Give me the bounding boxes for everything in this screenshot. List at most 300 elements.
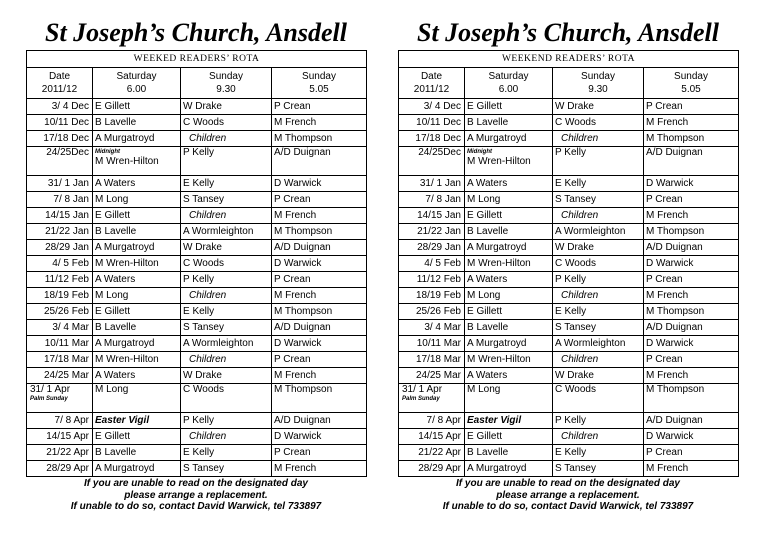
reader-name: E Kelly — [555, 177, 587, 189]
date-text: 21/22 Apr — [418, 446, 461, 458]
reader-name: M French — [646, 462, 689, 474]
table-row — [27, 131, 367, 147]
reader-name: B Lavelle — [95, 446, 137, 458]
date-cell — [399, 147, 465, 176]
reader-name: C Woods — [555, 116, 596, 128]
reader-name: A Waters — [95, 273, 136, 285]
saturday-reader-cell — [93, 461, 181, 477]
reader-name: A Wormleighton — [183, 337, 254, 349]
date-text: 17/18 Mar — [43, 353, 89, 365]
reader-name: S Tansey — [183, 462, 224, 474]
table-row — [399, 384, 739, 413]
sunday-morning-reader-cell — [181, 368, 272, 384]
saturday-reader-cell — [465, 429, 553, 445]
reader-name: Children — [189, 289, 227, 301]
date-text: 3/ 4 Mar — [52, 321, 89, 333]
reader-name: E Gillett — [467, 430, 503, 442]
sunday-evening-reader-cell — [272, 352, 367, 368]
sunday-morning-reader-cell — [181, 288, 272, 304]
date-text: 18/19 Feb — [415, 289, 461, 301]
date-cell — [27, 352, 93, 368]
sunday-evening-reader-cell — [272, 115, 367, 131]
date-cell — [27, 224, 93, 240]
saturday-reader-cell — [93, 192, 181, 208]
table-row — [399, 461, 739, 477]
sunday-evening-reader-cell — [272, 320, 367, 336]
date-text: 11/12 Feb — [416, 273, 461, 285]
reader-name: D Warwick — [274, 337, 322, 349]
reader-name: A Murgatroyd — [467, 241, 527, 253]
reader-name: W Drake — [183, 241, 222, 253]
date-cell — [27, 368, 93, 384]
table-row — [399, 240, 739, 256]
date-cell — [399, 304, 465, 320]
sunday-morning-reader-cell — [553, 192, 644, 208]
table-row — [27, 384, 367, 413]
sunday-evening-reader-cell — [644, 461, 739, 477]
sunday-evening-reader-cell — [644, 176, 739, 192]
reader-name: E Gillett — [95, 305, 131, 317]
saturday-reader-cell — [93, 256, 181, 272]
reader-name: A Murgatroyd — [467, 462, 527, 474]
table-row — [399, 256, 739, 272]
reader-name: M Thompson — [274, 132, 333, 144]
reader-name: A Wormleighton — [183, 225, 254, 237]
sunday-evening-reader-cell — [272, 304, 367, 320]
date-cell — [27, 288, 93, 304]
footer-line: please arrange a replacement. — [496, 489, 640, 501]
sunday-morning-reader-cell — [553, 131, 644, 147]
saturday-reader-cell — [465, 208, 553, 224]
table-row — [27, 176, 367, 192]
date-text: 25/26 Feb — [43, 305, 89, 317]
reader-name: W Drake — [183, 100, 222, 112]
sunday-morning-reader-cell — [553, 176, 644, 192]
date-text: 31/ 1 Apr — [402, 384, 443, 395]
saturday-reader-cell — [465, 131, 553, 147]
table-row — [27, 413, 367, 429]
date-text: 28/29 Apr — [418, 462, 461, 474]
reader-name: W Drake — [555, 369, 594, 381]
reader-name: M Thompson — [274, 225, 333, 237]
date-text: 14/15 Apr — [46, 430, 89, 442]
reader-name: P Kelly — [555, 147, 586, 158]
date-cell — [27, 384, 93, 413]
reader-name: M Wren-Hilton — [467, 156, 531, 167]
table-row — [399, 320, 739, 336]
reader-name: P Crean — [646, 353, 683, 365]
date-cell — [27, 208, 93, 224]
reader-name: C Woods — [183, 116, 224, 128]
reader-name: Easter Vigil — [467, 414, 522, 426]
sunday-evening-reader-cell — [272, 147, 367, 176]
reader-name: Children — [561, 430, 599, 442]
reader-name: A/D Duignan — [646, 414, 703, 426]
reader-name: M Thompson — [274, 305, 333, 317]
sunday-morning-reader-cell — [181, 429, 272, 445]
reader-name: M French — [274, 209, 317, 221]
reader-name: A Murgatroyd — [95, 132, 155, 144]
sunday-morning-reader-cell — [181, 147, 272, 176]
sunday-morning-reader-cell — [553, 445, 644, 461]
saturday-reader-cell — [93, 240, 181, 256]
date-text: 17/18 Dec — [415, 132, 461, 144]
date-text: 14/15 Jan — [45, 209, 89, 221]
sunday-morning-reader-cell — [553, 240, 644, 256]
table-row — [399, 304, 739, 320]
sunday-morning-reader-cell — [553, 224, 644, 240]
table-row — [399, 352, 739, 368]
date-text: 11/12 Feb — [44, 273, 89, 285]
sunday-morning-reader-cell — [553, 384, 644, 413]
service-note: Midnight — [95, 149, 120, 155]
date-text: 31/ 1 Apr — [30, 384, 71, 395]
sunday-evening-reader-cell — [644, 368, 739, 384]
reader-name: A Wormleighton — [555, 337, 626, 349]
date-cell — [399, 429, 465, 445]
table-row — [399, 413, 739, 429]
date-text: 3/ 4 Dec — [423, 100, 461, 112]
reader-name: E Kelly — [555, 446, 587, 458]
table-row — [27, 208, 367, 224]
reader-name: P Crean — [274, 446, 311, 458]
reader-name: A Murgatroyd — [467, 132, 527, 144]
saturday-reader-cell — [465, 336, 553, 352]
saturday-reader-cell — [465, 368, 553, 384]
saturday-reader-cell — [93, 208, 181, 224]
reader-name: E Kelly — [183, 177, 215, 189]
date-text: 21/22 Jan — [417, 225, 461, 237]
saturday-reader-cell — [465, 384, 553, 413]
sunday-evening-reader-cell — [644, 445, 739, 461]
reader-name: B Lavelle — [95, 225, 137, 237]
saturday-reader-cell — [465, 240, 553, 256]
sunday-evening-reader-cell — [272, 445, 367, 461]
table-row — [399, 272, 739, 288]
sunday-morning-reader-cell — [553, 429, 644, 445]
column-header-date: Date 2011/12 — [399, 68, 465, 99]
reader-name: S Tansey — [555, 321, 596, 333]
date-cell — [399, 368, 465, 384]
date-text: 18/19 Feb — [43, 289, 89, 301]
saturday-reader-cell — [93, 368, 181, 384]
saturday-reader-cell — [465, 147, 553, 176]
sunday-morning-reader-cell — [553, 99, 644, 115]
reader-name: M French — [646, 116, 689, 128]
date-cell — [399, 192, 465, 208]
sunday-evening-reader-cell — [644, 320, 739, 336]
saturday-reader-cell — [465, 224, 553, 240]
sunday-evening-reader-cell — [644, 413, 739, 429]
page-title: St Joseph’s Church, Ansdell — [417, 18, 719, 47]
table-row — [399, 176, 739, 192]
date-text: 25/26 Feb — [415, 305, 461, 317]
sunday-morning-reader-cell — [181, 192, 272, 208]
rota-footer — [26, 478, 366, 513]
sunday-evening-reader-cell — [272, 99, 367, 115]
reader-name: A/D Duignan — [274, 241, 331, 253]
reader-name: A Waters — [95, 177, 136, 189]
saturday-reader-cell — [93, 384, 181, 413]
table-row — [27, 429, 367, 445]
reader-name: B Lavelle — [467, 116, 509, 128]
date-cell — [399, 384, 465, 413]
reader-name: A Murgatroyd — [95, 241, 155, 253]
sunday-morning-reader-cell — [181, 240, 272, 256]
reader-name: E Kelly — [183, 446, 215, 458]
reader-name: C Woods — [555, 257, 596, 269]
sunday-morning-reader-cell — [553, 413, 644, 429]
sunday-morning-reader-cell — [553, 320, 644, 336]
table-row — [27, 240, 367, 256]
saturday-reader-cell — [465, 413, 553, 429]
date-text: 24/25Dec — [46, 147, 89, 158]
column-header-sunday-morning: Sunday 9.30 — [181, 68, 272, 99]
sunday-evening-reader-cell — [644, 147, 739, 176]
reader-name: A/D Duignan — [646, 147, 703, 158]
date-cell — [27, 320, 93, 336]
date-cell — [27, 304, 93, 320]
sunday-evening-reader-cell — [272, 429, 367, 445]
reader-name: E Gillett — [467, 100, 503, 112]
date-text: 21/22 Apr — [46, 446, 89, 458]
page-title: St Joseph’s Church, Ansdell — [45, 18, 347, 47]
date-text: 24/25 Mar — [415, 369, 461, 381]
reader-name: Children — [189, 430, 227, 442]
date-cell — [399, 208, 465, 224]
reader-name: E Kelly — [183, 305, 215, 317]
saturday-reader-cell — [465, 461, 553, 477]
date-text: 7/ 8 Jan — [425, 193, 461, 205]
date-cell — [399, 320, 465, 336]
rota-body — [399, 99, 739, 477]
sunday-morning-reader-cell — [553, 352, 644, 368]
reader-name: P Crean — [646, 193, 683, 205]
date-text: 24/25 Mar — [43, 369, 89, 381]
reader-name: M French — [646, 289, 689, 301]
sunday-evening-reader-cell — [272, 224, 367, 240]
reader-name: P Crean — [274, 193, 311, 205]
date-cell — [27, 336, 93, 352]
saturday-reader-cell — [465, 320, 553, 336]
date-text: 31/ 1 Jan — [47, 177, 89, 189]
reader-name: C Woods — [183, 384, 224, 395]
reader-name: D Warwick — [274, 430, 322, 442]
footer-line: If unable to do so, contact David Warwick, tel 733897 — [70, 501, 322, 512]
saturday-reader-cell — [465, 445, 553, 461]
date-cell — [27, 413, 93, 429]
reader-name: A Murgatroyd — [467, 337, 527, 349]
saturday-reader-cell — [93, 272, 181, 288]
sunday-morning-reader-cell — [181, 445, 272, 461]
sunday-morning-reader-cell — [181, 176, 272, 192]
footer-line: If you are unable to read on the designated day — [84, 478, 308, 489]
reader-name: P Kelly — [183, 273, 214, 285]
table-row — [399, 429, 739, 445]
reader-name: B Lavelle — [95, 321, 137, 333]
table-row — [27, 304, 367, 320]
reader-name: S Tansey — [555, 462, 596, 474]
reader-name: A Waters — [95, 369, 136, 381]
reader-name: D Warwick — [646, 177, 694, 189]
saturday-reader-cell — [93, 176, 181, 192]
sunday-evening-reader-cell — [272, 256, 367, 272]
footer-line: If you are unable to read on the designated day — [456, 478, 680, 489]
table-row — [399, 336, 739, 352]
sunday-evening-reader-cell — [644, 272, 739, 288]
column-header-saturday: Saturday 6.00 — [465, 68, 553, 99]
saturday-reader-cell — [465, 192, 553, 208]
table-row — [27, 99, 367, 115]
column-header-saturday: Saturday 6.00 — [93, 68, 181, 99]
reader-name: Children — [561, 353, 599, 365]
column-header-date: Date 2011/12 — [27, 68, 93, 99]
reader-name: A/D Duignan — [646, 241, 703, 253]
reader-name: B Lavelle — [467, 225, 509, 237]
footer-line: please arrange a replacement. — [124, 489, 268, 501]
date-text: 3/ 4 Mar — [424, 321, 461, 333]
reader-name: M Long — [95, 193, 129, 205]
sunday-evening-reader-cell — [272, 368, 367, 384]
table-row — [399, 224, 739, 240]
date-cell — [399, 288, 465, 304]
reader-name: M French — [646, 369, 689, 381]
reader-name: C Woods — [183, 257, 224, 269]
reader-name: Easter Vigil — [95, 414, 150, 426]
reader-name: C Woods — [555, 384, 596, 395]
reader-name: W Drake — [555, 241, 594, 253]
sunday-evening-reader-cell — [272, 413, 367, 429]
sunday-evening-reader-cell — [272, 240, 367, 256]
reader-name: M Thompson — [646, 225, 705, 237]
sunday-morning-reader-cell — [553, 304, 644, 320]
reader-name: M Long — [95, 289, 129, 301]
reader-name: A Wormleighton — [555, 225, 626, 237]
reader-name: Children — [189, 209, 227, 221]
date-text: 4/ 5 Feb — [424, 257, 461, 269]
saturday-reader-cell — [93, 320, 181, 336]
table-row — [27, 288, 367, 304]
sunday-morning-reader-cell — [181, 384, 272, 413]
sunday-morning-reader-cell — [181, 413, 272, 429]
reader-name: M French — [274, 369, 317, 381]
date-cell — [399, 115, 465, 131]
reader-name: B Lavelle — [467, 446, 509, 458]
sunday-morning-reader-cell — [553, 208, 644, 224]
reader-name: S Tansey — [183, 321, 224, 333]
date-text: 14/15 Jan — [417, 209, 461, 221]
sunday-morning-reader-cell — [181, 352, 272, 368]
reader-name: P Crean — [646, 273, 683, 285]
sunday-morning-reader-cell — [553, 288, 644, 304]
reader-name: M Thompson — [646, 305, 705, 317]
reader-name: M Thompson — [646, 384, 705, 395]
date-cell — [27, 147, 93, 176]
sunday-evening-reader-cell — [644, 224, 739, 240]
rota-footer — [398, 478, 738, 513]
reader-name: E Gillett — [467, 305, 503, 317]
saturday-reader-cell — [93, 352, 181, 368]
reader-name: M French — [274, 289, 317, 301]
reader-name: M Thompson — [274, 384, 333, 395]
reader-name: B Lavelle — [467, 321, 509, 333]
saturday-reader-cell — [465, 288, 553, 304]
sunday-evening-reader-cell — [644, 131, 739, 147]
table-row — [399, 368, 739, 384]
sunday-evening-reader-cell — [272, 272, 367, 288]
reader-name: D Warwick — [274, 177, 322, 189]
saturday-reader-cell — [465, 99, 553, 115]
reader-name: S Tansey — [183, 193, 224, 205]
sunday-morning-reader-cell — [553, 256, 644, 272]
table-row — [399, 192, 739, 208]
sunday-morning-reader-cell — [553, 461, 644, 477]
reader-name: M Wren-Hilton — [95, 156, 159, 167]
table-row — [27, 224, 367, 240]
reader-name: M Wren-Hilton — [95, 353, 159, 365]
reader-name: Children — [561, 209, 599, 221]
date-text: 4/ 5 Feb — [52, 257, 89, 269]
sunday-evening-reader-cell — [644, 240, 739, 256]
reader-name: M Long — [467, 384, 501, 395]
reader-name: Children — [189, 132, 227, 144]
table-row — [27, 147, 367, 176]
sunday-evening-reader-cell — [272, 384, 367, 413]
sunday-evening-reader-cell — [272, 131, 367, 147]
reader-name: Children — [189, 353, 227, 365]
saturday-reader-cell — [465, 272, 553, 288]
reader-name: S Tansey — [555, 193, 596, 205]
date-cell — [399, 413, 465, 429]
sunday-morning-reader-cell — [181, 304, 272, 320]
date-cell — [27, 99, 93, 115]
sunday-morning-reader-cell — [181, 336, 272, 352]
date-text: 17/18 Mar — [415, 353, 461, 365]
reader-name: D Warwick — [646, 257, 694, 269]
date-cell — [399, 461, 465, 477]
reader-name: A/D Duignan — [646, 321, 703, 333]
sunday-morning-reader-cell — [553, 147, 644, 176]
date-note: Palm Sunday — [402, 396, 440, 402]
service-note: Midnight — [467, 149, 492, 155]
date-cell — [399, 99, 465, 115]
reader-name: B Lavelle — [95, 116, 137, 128]
reader-name: P Crean — [646, 446, 683, 458]
column-header-sunday-morning: Sunday 9.30 — [553, 68, 644, 99]
date-cell — [399, 352, 465, 368]
reader-name: M Wren-Hilton — [467, 353, 531, 365]
reader-name: Children — [561, 289, 599, 301]
date-cell — [27, 256, 93, 272]
table-row — [27, 352, 367, 368]
sunday-morning-reader-cell — [553, 368, 644, 384]
reader-name: P Kelly — [555, 273, 586, 285]
reader-name: P Kelly — [555, 414, 586, 426]
saturday-reader-cell — [93, 147, 181, 176]
sunday-evening-reader-cell — [644, 256, 739, 272]
saturday-reader-cell — [93, 304, 181, 320]
date-cell — [27, 445, 93, 461]
saturday-reader-cell — [465, 115, 553, 131]
saturday-reader-cell — [93, 131, 181, 147]
saturday-reader-cell — [93, 99, 181, 115]
saturday-reader-cell — [465, 176, 553, 192]
sunday-evening-reader-cell — [644, 288, 739, 304]
table-row — [399, 131, 739, 147]
reader-name: P Crean — [646, 100, 683, 112]
date-cell — [27, 461, 93, 477]
reader-name: E Gillett — [95, 209, 131, 221]
